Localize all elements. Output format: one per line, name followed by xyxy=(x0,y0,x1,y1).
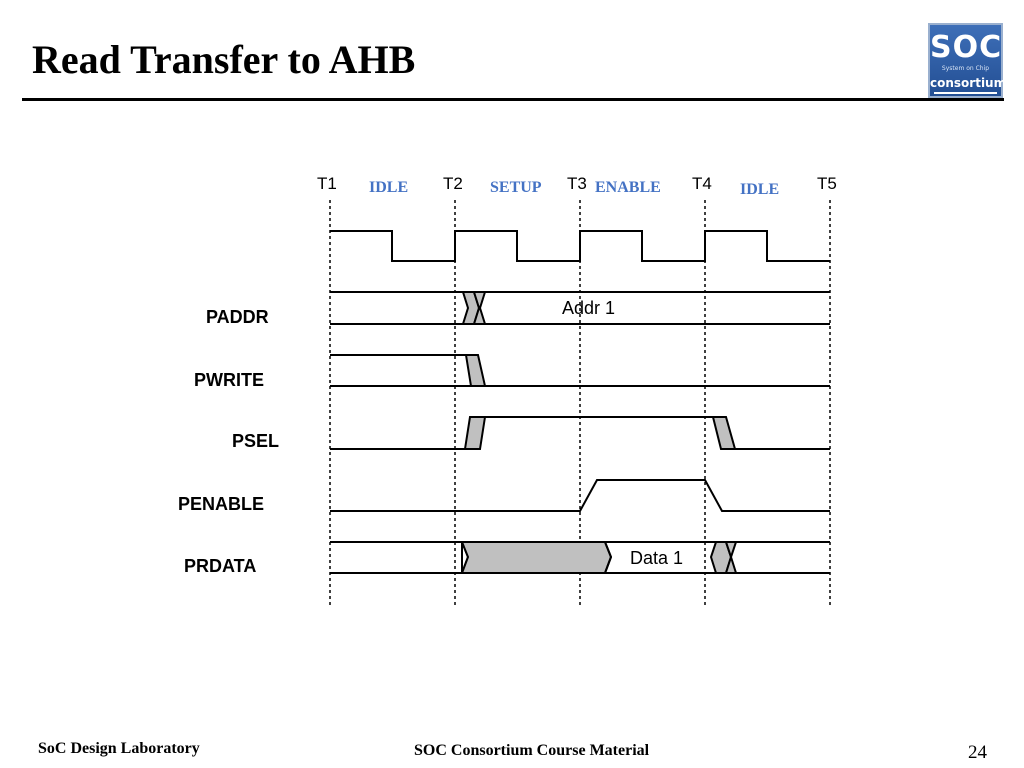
tick-t5: T5 xyxy=(817,174,837,193)
signal-label-pwrite: PWRITE xyxy=(194,370,264,390)
phase-label-idle-2: IDLE xyxy=(740,181,780,198)
tick-t1: T1 xyxy=(317,174,337,193)
footer-course-material: SOC Consortium Course Material xyxy=(414,742,650,759)
tick-t4: T4 xyxy=(692,174,712,193)
phase-label-idle-1: IDLE xyxy=(369,179,409,196)
signal-label-penable: PENABLE xyxy=(178,494,265,514)
psel-waveform xyxy=(330,417,830,449)
prdata-waveform xyxy=(330,542,830,573)
phase-label-setup: SETUP xyxy=(490,179,542,196)
paddr-value-label: Addr 1 xyxy=(562,298,616,318)
slide-title: Read Transfer to AHB xyxy=(32,37,416,82)
logo-word: consortium xyxy=(930,76,1007,90)
signal-label-paddr: PADDR xyxy=(206,307,269,327)
tick-t2: T2 xyxy=(443,174,463,193)
prdata-value-label: Data 1 xyxy=(630,548,684,568)
signal-label-psel: PSEL xyxy=(232,431,280,451)
logo-subtitle: System on Chip xyxy=(941,65,990,72)
signal-label-prdata: PRDATA xyxy=(184,556,257,576)
logo-main-text: SOC xyxy=(930,30,1003,65)
tick-t3: T3 xyxy=(567,174,587,193)
phase-label-enable: ENABLE xyxy=(595,179,661,196)
page-number: 24 xyxy=(968,742,987,763)
clock-waveform xyxy=(330,231,830,261)
footer-lab-name: SoC Design Laboratory xyxy=(38,740,200,757)
